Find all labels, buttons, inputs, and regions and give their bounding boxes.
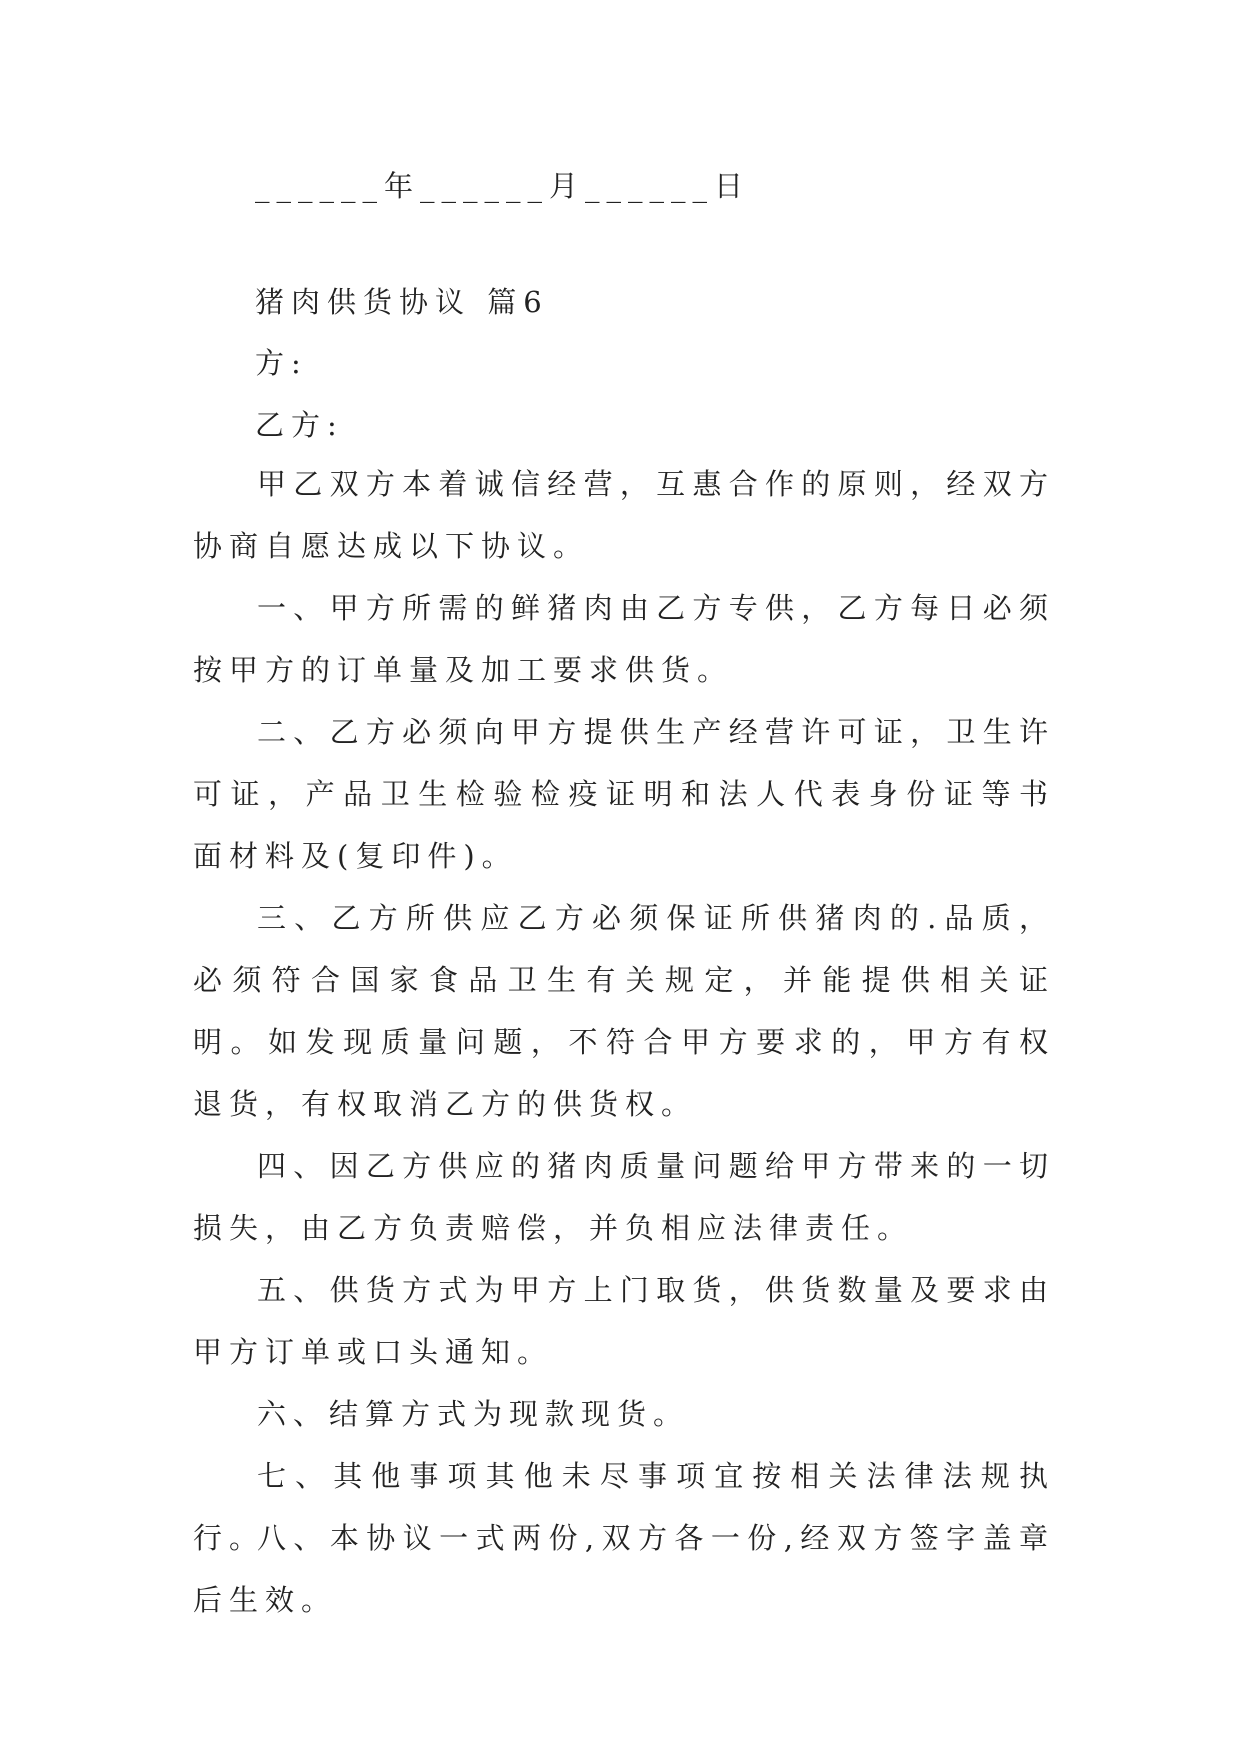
clause-6: 六、结算方式为现款现货。 (257, 1397, 690, 1431)
clause-4: 四、因乙方供应的猪肉质量问题给甲方带来的一切损失，由乙方负责赔偿，并负相应法律责任。 (193, 1149, 1055, 1245)
party-a-label: 方: (255, 346, 308, 380)
clause-3: 三、乙方所供应乙方必须保证所供猪肉的.品质，必须符合国家食品卫生有关规定，并能提供相关证明。如发现质量问题，不符合甲方要求的，甲方有权退货，有权取消乙方的供货权。 (193, 901, 1055, 1121)
clause-8: 八、本协议一式两份,双方各一份,经双方签字盖章后生效。 (193, 1521, 1055, 1617)
date-line: ______年______月______日 (255, 169, 751, 203)
party-b-label: 乙方: (255, 408, 344, 442)
clause-1: 一、甲方所需的鲜猪肉由乙方专供，乙方每日必须按甲方的订单量及加工要求供货。 (193, 591, 1055, 687)
section-heading: 猪肉供货协议 篇6 (255, 285, 549, 319)
clause-5: 五、供货方式为甲方上门取货，供货数量及要求由甲方订单或口头通知。 (193, 1273, 1055, 1369)
clause-2: 二、乙方必须向甲方提供生产经营许可证，卫生许可证，产品卫生检验检疫证明和法人代表身份证等书面材料及(复印件)。 (193, 715, 1055, 873)
clause-7: 七、其他事项其他未尽事项宜按相关法律法规执行。 (193, 1459, 1055, 1555)
intro-paragraph: 甲乙双方本着诚信经营，互惠合作的原则，经双方协商自愿达成以下协议。 (193, 467, 1055, 563)
